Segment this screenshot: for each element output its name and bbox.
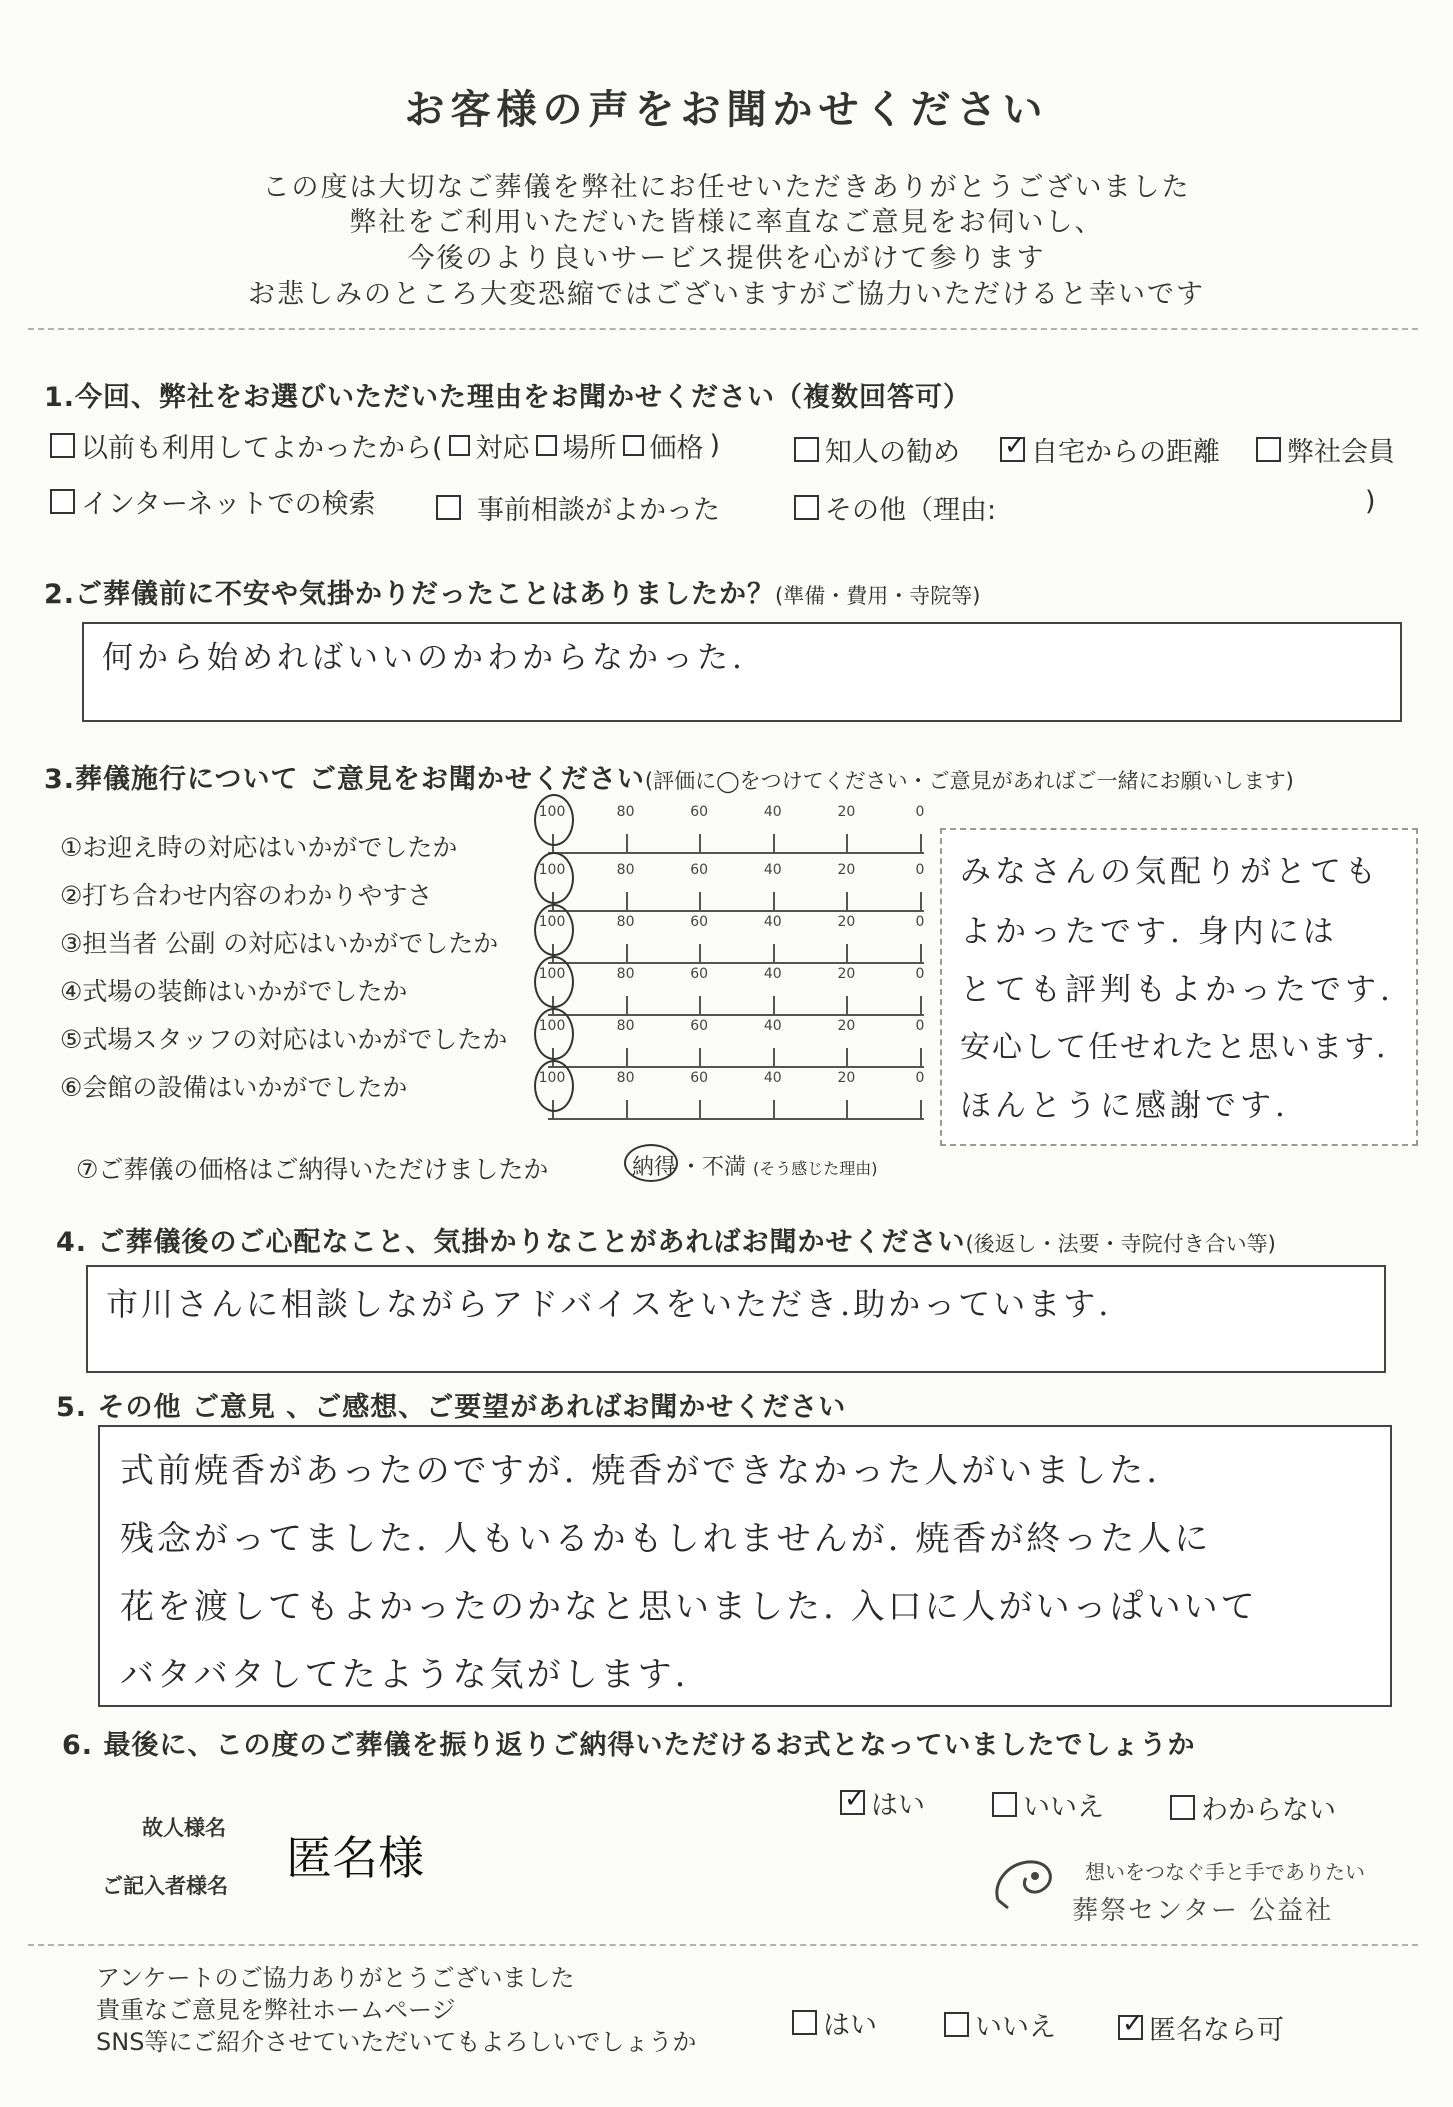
rating-scale-row-5[interactable] [538, 1018, 925, 1068]
scale-tick-label[interactable]: 80 [616, 914, 635, 930]
rating-selection-circle [534, 852, 574, 904]
divider [28, 328, 1418, 330]
scale-line [548, 962, 924, 964]
q5-answer-box[interactable] [98, 1425, 1392, 1707]
rating-label: ①お迎え時の対応はいかがでしたか [60, 833, 458, 862]
rating-scale-row-3[interactable] [538, 914, 925, 964]
scale-tick [846, 996, 848, 1016]
scale-tick [920, 944, 922, 964]
price-question: ⑦ご葬儀の価格はご納得いただけましたか [76, 1155, 549, 1184]
scale-tick [699, 1100, 701, 1120]
scale-tick [699, 892, 701, 912]
scale-tick-label[interactable]: 0 [915, 804, 925, 820]
intro-line-2: 弊社をご利用いただいた皆様に率直なご意見をお伺いし、 [349, 207, 1104, 238]
rating-scale-row-4[interactable] [538, 966, 925, 1016]
q1-option-acquaintance[interactable]: 知人の勧め [794, 430, 960, 469]
scale-tick-label[interactable]: 100 [538, 1070, 566, 1086]
checkbox[interactable] [536, 435, 557, 456]
survey-title: お客様の声をお聞かせください [404, 87, 1049, 133]
scale-tick [920, 1048, 922, 1068]
scale-tick [773, 1048, 775, 1068]
q4-heading: 4. ご葬儀後のご心配なこと、気掛かりなことがあればお聞かせください(後返し・法要・寺院付き合い等) [56, 1227, 1276, 1258]
scale-tick-label[interactable]: 80 [616, 862, 635, 878]
scale-tick-label[interactable]: 40 [763, 914, 782, 930]
scale-line [548, 852, 924, 854]
checkbox[interactable] [50, 489, 75, 514]
name-value[interactable]: 匿名様 [286, 1831, 424, 1885]
scale-tick [626, 996, 628, 1016]
checkbox-checked[interactable] [840, 1784, 866, 1815]
scale-tick-label[interactable]: 20 [837, 862, 856, 878]
scale-tick [699, 944, 701, 964]
rating-selection-circle [534, 1008, 574, 1060]
scale-tick-label[interactable]: 20 [837, 804, 856, 820]
footer-line-1: アンケートのご協力ありがとうございました [96, 1964, 575, 1992]
scale-tick-label[interactable]: 60 [690, 1070, 709, 1086]
q1-heading: 1.今回、弊社をお選びいただいた理由をお聞かせください（複数回答可） [44, 382, 972, 413]
scale-tick [920, 834, 922, 854]
q5-answer-line-1: 式前焼香があったのですが. 焼香ができなかった人がいました. [120, 1451, 1161, 1491]
company-name: 葬祭センター 公益社 [1072, 1896, 1334, 1926]
scale-tick [920, 1100, 922, 1120]
scale-tick [626, 1100, 628, 1120]
checkbox[interactable] [436, 495, 461, 520]
rating-scale-row-1[interactable] [538, 804, 925, 854]
checkbox[interactable] [623, 435, 644, 456]
checkbox[interactable] [1170, 1795, 1195, 1820]
scale-tick-label[interactable]: 40 [763, 1070, 782, 1086]
company-logo-icon [990, 1852, 1060, 1912]
scale-tick [699, 834, 701, 854]
scale-tick-label[interactable]: 40 [763, 1018, 782, 1034]
checkbox[interactable] [794, 495, 819, 520]
q1-option-internet[interactable]: インターネットでの検索 [50, 482, 376, 521]
scale-tick-label[interactable]: 0 [915, 966, 925, 982]
q3-comment-line-4: 安心して任せれたと思います. [960, 1030, 1388, 1065]
scale-tick-label[interactable]: 80 [616, 804, 635, 820]
scale-tick [773, 996, 775, 1016]
q1-other-close: ) [1365, 486, 1376, 517]
q1-option-other[interactable]: その他（理由: [794, 488, 996, 527]
check-mark-icon: ✓ [1122, 2009, 1144, 2039]
scale-tick-label[interactable]: 0 [915, 1070, 925, 1086]
rating-scale-row-6[interactable] [538, 1070, 925, 1120]
q4-answer: 市川さんに相談しながらアドバイスをいただき.助かっています. [106, 1285, 1112, 1323]
q6-option-yes[interactable]: ✓ はい [840, 1783, 925, 1822]
price-answer-circle [624, 1144, 678, 1182]
checkbox[interactable] [794, 437, 819, 462]
scale-tick [920, 996, 922, 1016]
q3-heading: 3.葬儀施行について ご意見をお聞かせください(評価に◯をつけてください・ご意見があればご一緒にお願いします) [44, 764, 1294, 795]
checkbox[interactable] [992, 1792, 1017, 1817]
scale-tick-label[interactable]: 100 [538, 1018, 566, 1034]
logo-tagline: 想いをつなぐ手と手でありたい [1085, 1860, 1365, 1884]
check-mark-icon: ✓ [1004, 431, 1026, 461]
scale-tick [846, 834, 848, 854]
q2-answer-box[interactable] [82, 622, 1402, 722]
footer-option-anonymous[interactable]: ✓ 匿名なら可 [1118, 2008, 1284, 2047]
scale-tick-label[interactable]: 100 [538, 804, 566, 820]
scale-tick-label[interactable]: 0 [915, 1018, 925, 1034]
scale-tick [773, 834, 775, 854]
rating-label: ②打ち合わせ内容のわかりやすさ [60, 881, 433, 910]
q5-answer-line-3: 花を渡してもよかったのかなと思いました. 入口に人がいっぱいいて [120, 1587, 1258, 1627]
scale-tick-label[interactable]: 60 [690, 1018, 709, 1034]
rating-label: ④式場の装飾はいかがでしたか [60, 977, 408, 1006]
scale-tick-label[interactable]: 100 [538, 914, 566, 930]
rating-scale-row-2[interactable] [538, 862, 925, 912]
q5-heading: 5. その他 ご意見 、ご感想、ご要望があればお聞かせください [56, 1392, 847, 1423]
scale-tick-label[interactable]: 20 [837, 966, 856, 982]
scale-tick-label[interactable]: 40 [763, 966, 782, 982]
q3-comment-line-3: とても評判もよかったです. [960, 972, 1394, 1008]
price-option-satisfied[interactable]: 納得 [632, 1155, 677, 1180]
q5-answer-line-4: バタバタしてたような気がします. [120, 1655, 689, 1695]
footer-option-no[interactable]: いいえ [944, 2005, 1056, 2044]
intro-line-1: この度は大切なご葬儀を弊社にお任せいただきありがとうございました [262, 172, 1191, 203]
q2-answer: 何から始めればいいのかわからなかった. [102, 640, 746, 676]
scale-tick-label[interactable]: 20 [837, 914, 856, 930]
q3-comment-box[interactable] [940, 828, 1418, 1146]
scale-tick-label[interactable]: 0 [915, 862, 925, 878]
intro-line-3: 今後のより良いサービス提供を心がけて参ります [407, 243, 1046, 274]
writer-name-label: ご記入者様名 [102, 1874, 228, 1898]
q3-comment-line-5: ほんとうに感謝です. [960, 1088, 1289, 1124]
scale-tick-label[interactable]: 60 [690, 966, 709, 982]
footer-line-3: SNS等にご紹介させていただいてもよろしいでしょうか [96, 2028, 697, 2056]
scale-tick [846, 1048, 848, 1068]
scale-tick-label[interactable]: 80 [616, 966, 635, 982]
q6-option-no[interactable]: いいえ [992, 1785, 1104, 1824]
scale-tick [846, 944, 848, 964]
rating-selection-circle [534, 1060, 574, 1112]
scale-line [548, 1118, 924, 1120]
rating-label: ⑤式場スタッフの対応はいかがでしたか [60, 1025, 508, 1054]
rating-label: ③担当者 公副 の対応はいかがでしたか [60, 929, 499, 958]
scale-tick-label[interactable]: 80 [616, 1018, 635, 1034]
rating-selection-circle [534, 794, 574, 846]
scale-line [548, 1066, 924, 1068]
divider [28, 1944, 1418, 1946]
scale-tick-label[interactable]: 60 [690, 862, 709, 878]
scale-tick-label[interactable]: 80 [616, 1070, 635, 1086]
checkbox[interactable] [792, 2010, 817, 2035]
deceased-name-label: 故人様名 [142, 1816, 226, 1840]
scale-tick-label[interactable]: 0 [915, 914, 925, 930]
scale-tick [626, 892, 628, 912]
scale-tick-label[interactable]: 20 [837, 1070, 856, 1086]
q1-option-previous[interactable]: 以前も利用してよかったから( 対応 場所 価格 ) [50, 426, 720, 465]
scale-tick-label[interactable]: 100 [538, 966, 566, 982]
q6-heading: 6. 最後に、この度のご葬儀を振り返りご納得いただけるお式となっていましたでしょうか [62, 1730, 1196, 1761]
intro-line-4: お悲しみのところ大変恐縮ではございますがご協力いただけると幸いです [248, 279, 1205, 310]
checkbox[interactable] [944, 2012, 969, 2037]
checkbox-checked[interactable] [1118, 2009, 1144, 2040]
price-note: (そう感じた理由) [753, 1159, 878, 1178]
scale-tick [626, 944, 628, 964]
scale-tick [626, 834, 628, 854]
checkbox[interactable] [449, 435, 470, 456]
scale-line [548, 1014, 924, 1016]
checkbox-checked[interactable] [1000, 431, 1026, 462]
scale-tick [626, 1048, 628, 1068]
scale-tick [699, 1048, 701, 1068]
scale-tick-label[interactable]: 20 [837, 1018, 856, 1034]
q5-answer-line-2: 残念がってました. 人もいるかもしれませんが. 焼香が終った人に [120, 1519, 1212, 1559]
scale-tick-label[interactable]: 60 [690, 914, 709, 930]
scale-tick-label[interactable]: 40 [763, 862, 782, 878]
scale-tick [773, 944, 775, 964]
q3-comment-line-1: みなさんの気配りがとても [960, 854, 1380, 890]
scale-tick [846, 892, 848, 912]
scale-tick-label[interactable]: 40 [763, 804, 782, 820]
scale-tick [920, 892, 922, 912]
q1-option-consult[interactable]: 事前相談がよかった [436, 488, 720, 527]
scale-line [548, 910, 924, 912]
footer-option-yes[interactable]: はい [792, 2003, 877, 2042]
scale-tick-label[interactable]: 100 [538, 862, 566, 878]
rating-label: ⑥会館の設備はいかがでしたか [60, 1073, 408, 1102]
price-answer-options[interactable]: 納得 ・不満 (そう感じた理由) [628, 1150, 878, 1181]
checkbox[interactable] [50, 433, 75, 458]
price-option-unsatisfied[interactable]: 不満 [702, 1155, 747, 1180]
scale-tick [846, 1100, 848, 1120]
scale-tick [773, 892, 775, 912]
q2-heading: 2.ご葬儀前に不安や気掛かりだったことはありましたか？(準備・費用・寺院等) [44, 579, 981, 610]
check-mark-icon: ✓ [844, 1784, 866, 1814]
q6-option-unknown[interactable]: わからない [1170, 1788, 1336, 1827]
footer-line-2: 貴重なご意見を弊社ホームページ [96, 1996, 456, 2024]
q1-option-distance[interactable]: ✓ 自宅からの距離 [1000, 430, 1220, 469]
rating-selection-circle [534, 956, 574, 1008]
scale-tick-label[interactable]: 60 [690, 804, 709, 820]
q1-option-member[interactable]: 弊社会員 [1256, 430, 1395, 469]
scale-tick [773, 1100, 775, 1120]
rating-selection-circle [534, 904, 574, 956]
scale-tick [699, 996, 701, 1016]
checkbox[interactable] [1256, 437, 1281, 462]
q3-comment-line-2: よかったです. 身内には [960, 914, 1338, 950]
q4-answer-box[interactable] [86, 1265, 1386, 1373]
